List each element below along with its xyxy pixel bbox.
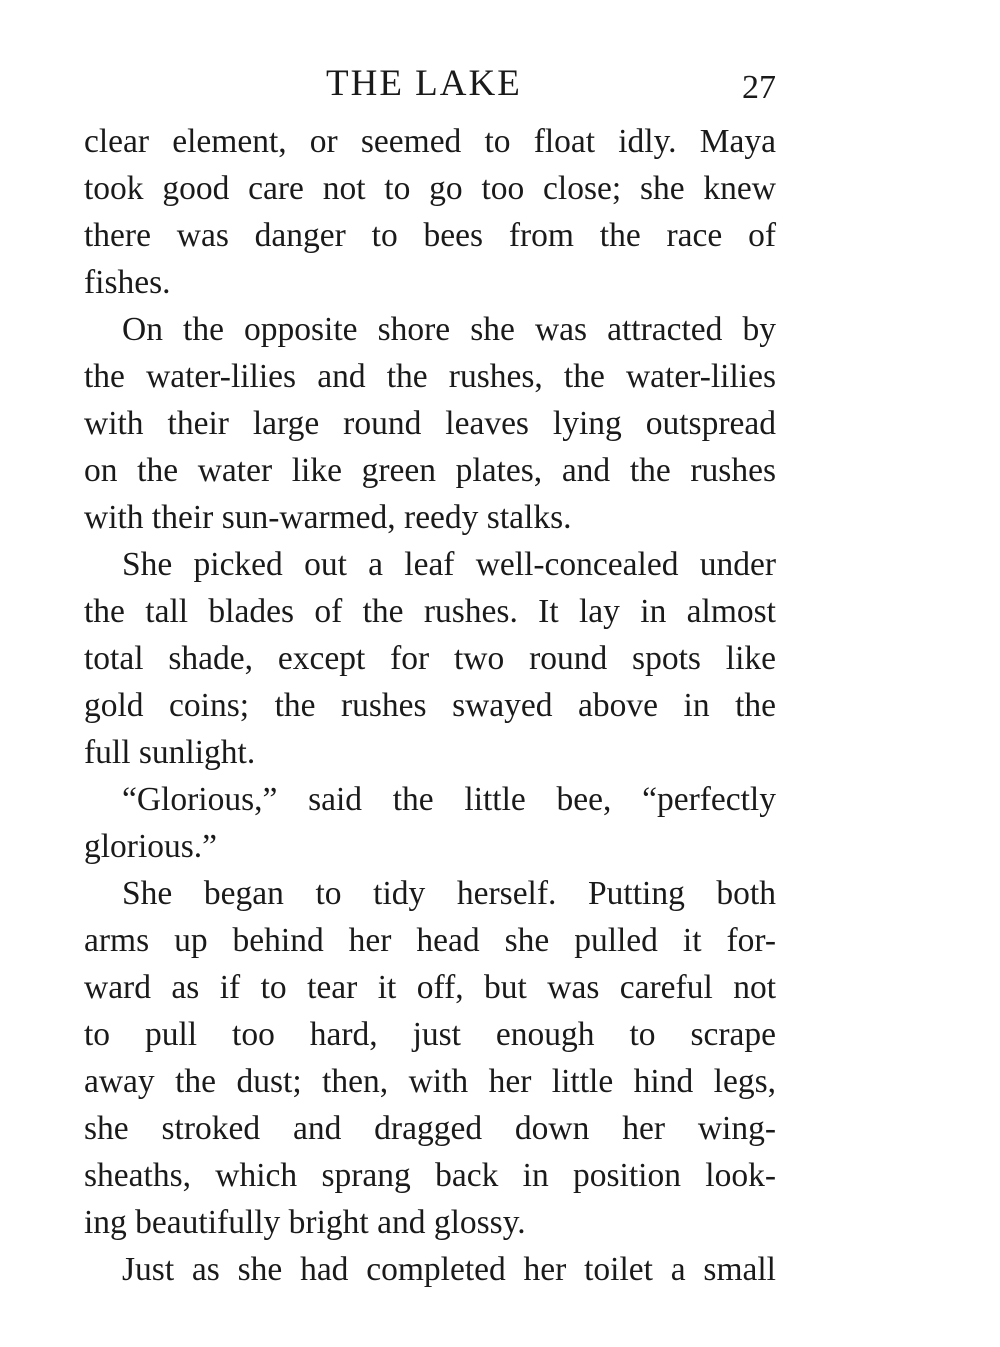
text-line: took good care not to go too close; she knew	[84, 170, 776, 207]
text-line: full sunlight.	[84, 734, 256, 771]
text-line: she stroked and dragged down her wing-	[84, 1110, 776, 1147]
text-line: She picked out a leaf well-concealed under	[122, 546, 776, 583]
text-line: fishes.	[84, 264, 171, 301]
text-line: She began to tidy herself. Putting both	[122, 875, 776, 912]
text-line: arms up behind her head she pulled it for-	[84, 922, 776, 959]
body-text	[84, 118, 776, 1293]
page-number: 27	[742, 69, 776, 106]
text-line: ing beautifully bright and glossy.	[84, 1204, 526, 1241]
text-line: glorious.”	[84, 828, 218, 865]
text-line: away the dust; then, with her little hind legs,	[84, 1063, 776, 1100]
text-line: sheaths, which sprang back in position look-	[84, 1157, 776, 1194]
text-line: the water-lilies and the rushes, the water-lilies	[84, 358, 776, 395]
chapter-title: THE LAKE	[326, 63, 522, 104]
text-line: “Glorious,” said the little bee, “perfectly	[122, 781, 776, 818]
text-line: gold coins; the rushes swayed above in the	[84, 687, 776, 724]
text-line: there was danger to bees from the race of	[84, 217, 776, 254]
text-line: the tall blades of the rushes. It lay in almost	[84, 593, 776, 630]
text-line: total shade, except for two round spots like	[84, 640, 776, 677]
running-head	[84, 62, 776, 106]
text-line: ward as if to tear it off, but was careful not	[84, 969, 776, 1006]
text-line: with their large round leaves lying outspread	[84, 405, 776, 442]
text-line: Just as she had completed her toilet a small	[122, 1251, 776, 1288]
text-line: On the opposite shore she was attracted by	[122, 311, 776, 348]
text-line: to pull too hard, just enough to scrape	[84, 1016, 776, 1053]
text-line: clear element, or seemed to float idly. Maya	[84, 123, 776, 160]
text-line: on the water like green plates, and the rushes	[84, 452, 776, 489]
text-line: with their sun-warmed, reedy stalks.	[84, 499, 572, 536]
